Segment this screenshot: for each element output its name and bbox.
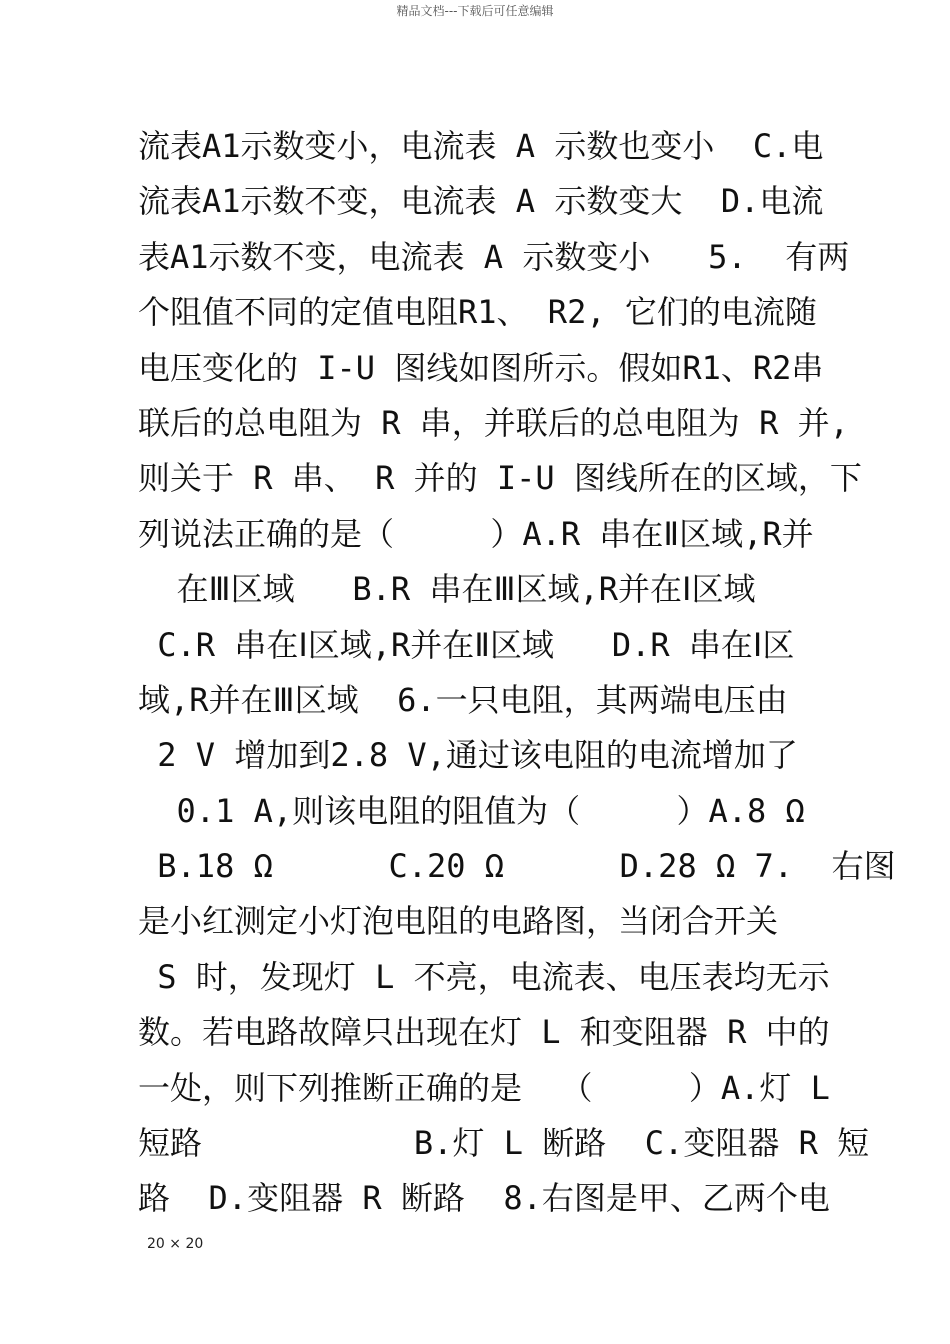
text-line: 个阻值不同的定值电阻R1、 R2, 它们的电流随 [138, 293, 817, 332]
text-line: 在Ⅲ区域 B.R 串在Ⅲ区域,R并在Ⅰ区域 [138, 570, 756, 609]
text-line: 流表A1示数变小，电流表 A 示数也变小 C.电 [138, 127, 824, 165]
text-line: 则关于 R 串、 R 并的 I-U 图线所在的区域，下 [138, 459, 862, 498]
body-text [138, 119, 896, 1227]
text-line: 0.1 A,则该电阻的阻值为（ ）A.8 Ω [138, 791, 805, 830]
text-line: 联后的总电阻为 R 串，并联后的总电阻为 R 并, [138, 403, 849, 442]
text-line: 一处，则下列推断正确的是 （ ）A.灯 L [138, 1068, 830, 1107]
text-line: B.18 Ω C.20 Ω D.28 Ω 7. 右图 [138, 847, 896, 886]
page-header: 精品文档---下载后可任意编辑 [396, 4, 554, 18]
text-line: 数。若电路故障只出现在灯 L 和变阻器 R 中的 [138, 1013, 830, 1052]
text-line: 是小红测定小灯泡电阻的电路图，当闭合开关 [138, 902, 779, 941]
text-line: 流表A1示数不变，电流表 A 示数变大 D.电流 [138, 182, 824, 221]
grid-size-footer: 20 × 20 [147, 1236, 204, 1252]
text-line: C.R 串在Ⅰ区域,R并在Ⅱ区域 D.R 串在Ⅰ区 [138, 625, 795, 664]
text-line: 表A1示数不变，电流表 A 示数变小 5. 有两 [138, 237, 850, 276]
text-line: S 时，发现灯 L 不亮，电流表、电压表均无示 [138, 957, 830, 996]
text-line: 短路 B.灯 L 断路 C.变阻器 R 短 [138, 1124, 870, 1163]
text-line: 电压变化的 I-U 图线如图所示。假如R1、R2串 [138, 348, 824, 387]
text-line: 列说法正确的是（ ）A.R 串在Ⅱ区域,R并 [138, 514, 814, 553]
text-line: 路 D.变阻器 R 断路 8.右图是甲、乙两个电 [138, 1179, 830, 1218]
text-line: 域,R并在Ⅲ区域 6.一只电阻，其两端电压由 [138, 680, 788, 719]
text-line: 2 V 增加到2.8 V,通过该电阻的电流增加了 [138, 736, 798, 775]
